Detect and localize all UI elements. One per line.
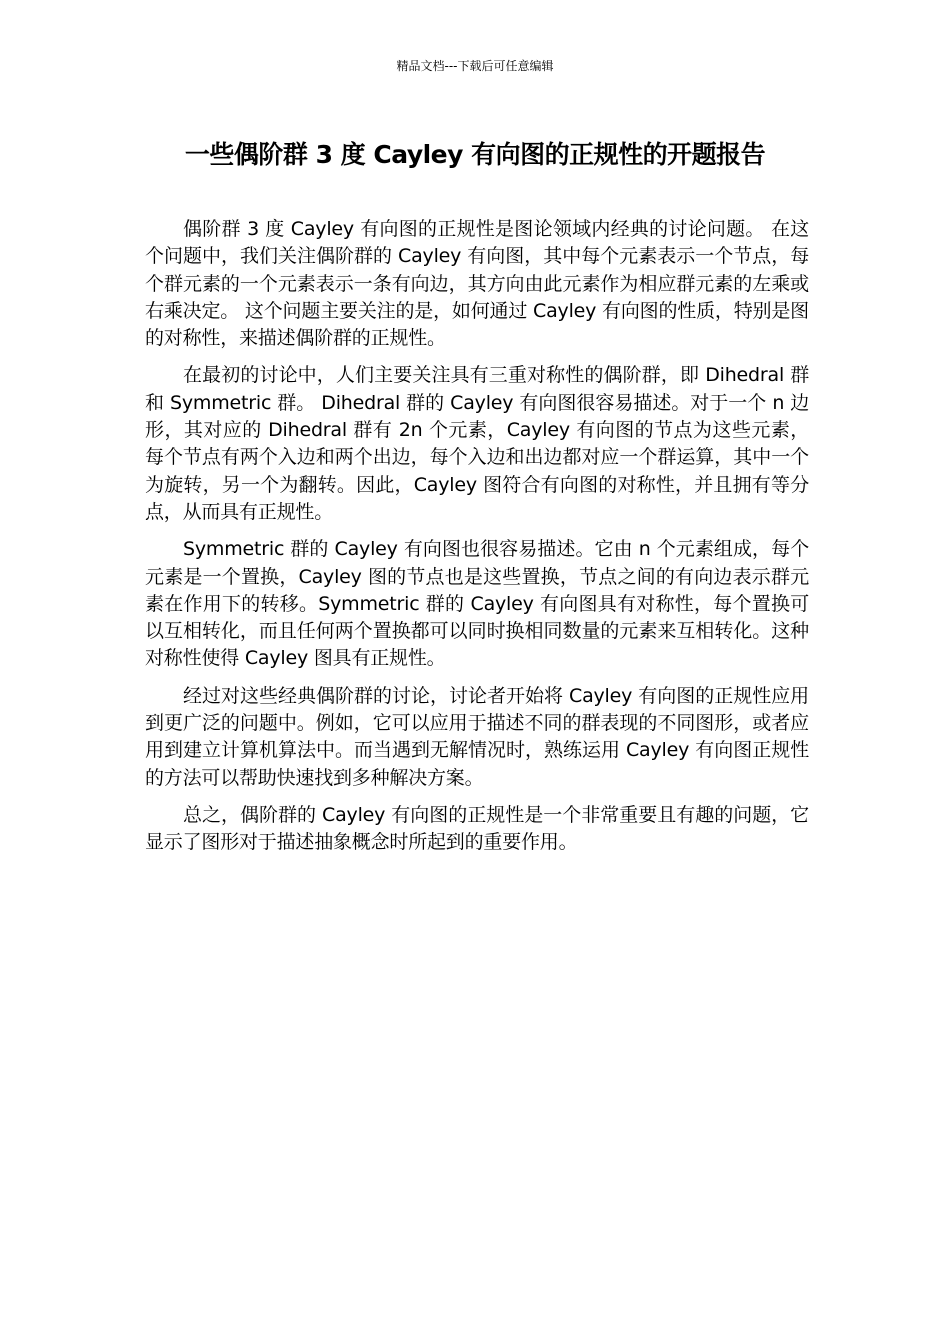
header-note: 精品文档---下载后可任意编辑 <box>396 59 554 73</box>
paragraph-conclusion: 总之，偶阶群的 Cayley 有向图的正规性是一个非常重要且有趣的问题，它显示了图形对于描述抽象概念时所起到的重要作用。 <box>145 803 809 854</box>
paragraph-applications: 经过对这些经典偶阶群的讨论，讨论者开始将 Cayley 有向图的正规性应用到更广泛的问题中。例如，它可以应用于描述不同的群表现的不同图形，或者应用到建立计算机算法中。而当遇到无解情况时，熟练运用 Cayley 有向图正规性的方法可以帮助快速找到多种解决方案。 <box>145 684 809 789</box>
paragraph-intro: 偶阶群 3 度 Cayley 有向图的正规性是图论领域内经典的讨论问题。 在这个问题中，我们关注偶阶群的 Cayley 有向图，其中每个元素表示一个节点，每个群元素的一个元素表示一条有向边，其方向由此元素作为相应群元素的左乘或右乘决定。 这个问题主要关注的是，如何通过 Cayley 有向图的性质，特别是图的对称性，来描述偶阶群的正规性。 <box>145 218 809 350</box>
document-title: 一些偶阶群 3 度 Cayley 有向图的正规性的开题报告 <box>184 140 766 169</box>
paragraph-dihedral: 在最初的讨论中，人们主要关注具有三重对称性的偶阶群，即 Dihedral 群和 Symmetric 群。 Dihedral 群的 Cayley 有向图很容易描述。对于一个 n 边形，其对应的 Dihedral 群有 2n 个元素，Cayley 有向图的节点为这些元素，每个节点有两个入边和两个出边，每个入边和出边都对应一个群运算，其中一个为旋转，另一个为翻转。因此，Cayley 图符合有向图的对称性，并且拥有等分点，从而具有正规性。 <box>145 364 809 523</box>
document-body <box>145 216 809 867</box>
paragraph-symmetric: Symmetric 群的 Cayley 有向图也很容易描述。它由 n 个元素组成，每个元素是一个置换，Cayley 图的节点也是这些置换，节点之间的有向边表示群元素在作用下的转移。Symmetric 群的 Cayley 有向图具有对称性，每个置换可以互相转化，而且任何两个置换都可以同时换相同数量的元素来互相转化。这种对称性使得 Cayley 图具有正规性。 <box>145 538 809 670</box>
